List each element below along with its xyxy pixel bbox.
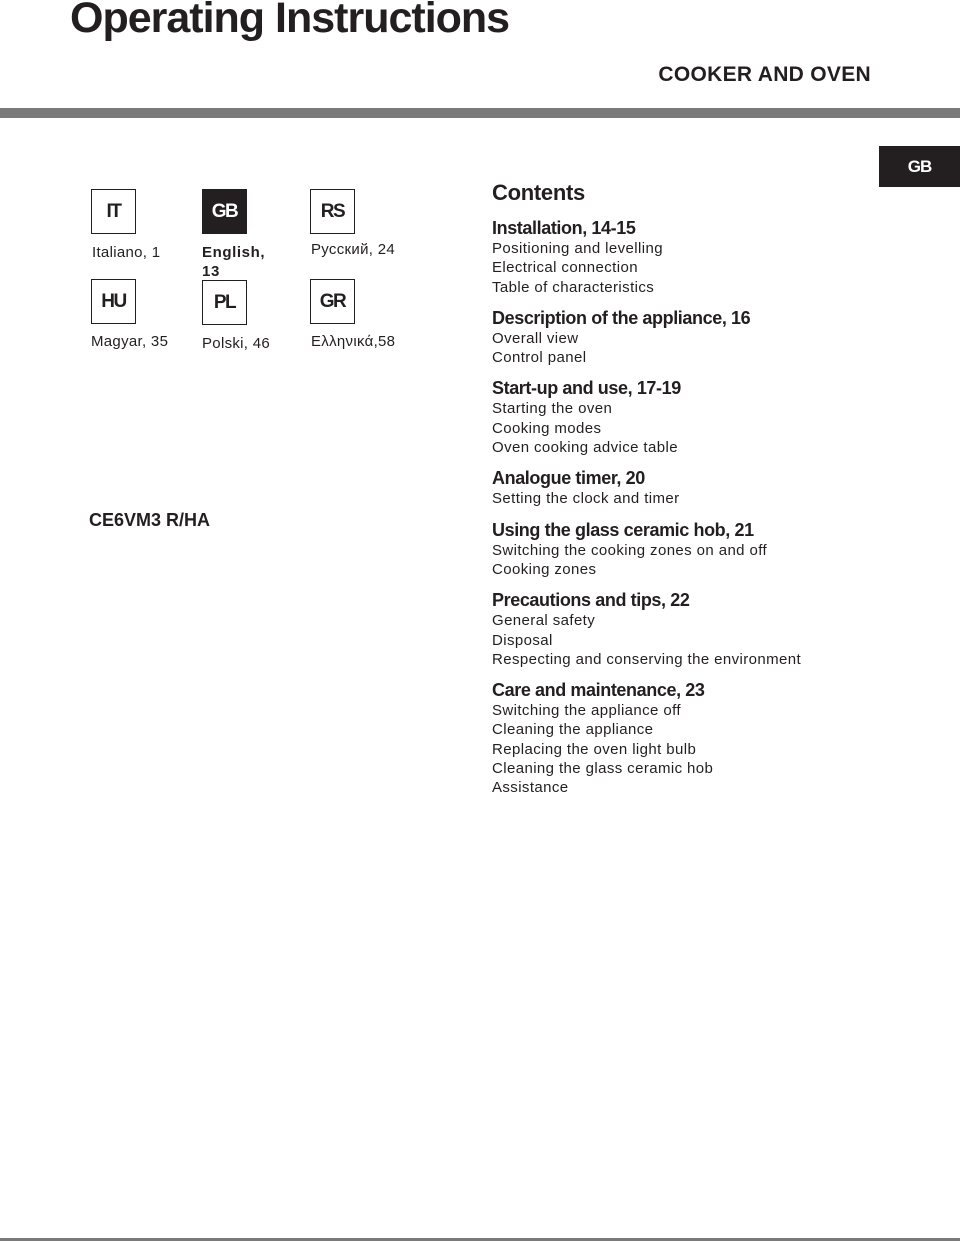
- toc-item: Control panel: [492, 349, 587, 367]
- toc-section-description: [492, 308, 882, 368]
- toc-section-precautions: [492, 590, 882, 669]
- lang-label-gr: Ελληνικά,58: [311, 333, 396, 350]
- page-subtitle: COOKER AND OVEN: [658, 63, 871, 86]
- lang-label-gb: English, 13: [202, 244, 266, 280]
- toc-heading: Installation, 14-15: [492, 218, 636, 238]
- toc-item: Replacing the oven light bulb: [492, 740, 697, 758]
- toc-item: Cooking zones: [492, 560, 597, 578]
- toc-heading: Start-up and use, 17-19: [492, 378, 681, 399]
- header-divider: [0, 108, 960, 118]
- lang-label-hu: Magyar, 35: [91, 333, 169, 350]
- toc-item: Respecting and conserving the environment: [492, 650, 802, 668]
- toc-item: Starting the oven: [492, 400, 613, 418]
- toc-item: Cleaning the appliance: [492, 721, 654, 739]
- model-number: CE6VM3 R/HA: [89, 510, 211, 530]
- lang-box-rs: RS: [310, 189, 355, 234]
- lang-label-pl: Polski, 46: [202, 335, 271, 352]
- toc-section-hob: [492, 520, 882, 580]
- toc-item: Switching the appliance off: [492, 702, 681, 720]
- toc-item: Electrical connection: [492, 259, 638, 277]
- toc-heading: Care and maintenance, 23: [492, 680, 705, 701]
- toc-item: Setting the clock and timer: [492, 490, 680, 508]
- toc-item: Switching the cooking zones on and off: [492, 541, 768, 559]
- toc-heading: Description of the appliance, 16: [492, 307, 751, 328]
- lang-label-rs: Русский, 24: [311, 241, 395, 258]
- lang-label-it: Italiano, 1: [92, 244, 161, 261]
- lang-box-gr: GR: [310, 279, 355, 324]
- toc-item: Assistance: [492, 779, 569, 797]
- page-title: Operating Instructions: [70, 0, 510, 42]
- toc-section-startup: [492, 378, 882, 457]
- toc-section-installation: [492, 218, 882, 297]
- toc-item: Cleaning the glass ceramic hob: [492, 760, 714, 778]
- toc-item: Overall view: [492, 329, 579, 347]
- toc-heading: Using the glass ceramic hob, 21: [492, 519, 754, 540]
- table-of-contents: [492, 178, 882, 809]
- toc-heading: Precautions and tips, 22: [492, 590, 690, 611]
- toc-section-timer: [492, 468, 882, 508]
- toc-item: Positioning and levelling: [492, 240, 663, 257]
- language-tab: GB: [879, 146, 960, 187]
- lang-box-it: IT: [91, 189, 136, 234]
- toc-item: Table of characteristics: [492, 278, 655, 296]
- contents-title: Contents: [492, 180, 585, 205]
- toc-heading: Analogue timer, 20: [492, 468, 645, 489]
- toc-item: General safety: [492, 612, 596, 630]
- lang-box-pl: PL: [202, 280, 247, 325]
- toc-item: Disposal: [492, 631, 553, 649]
- toc-item: Oven cooking advice table: [492, 439, 678, 457]
- toc-item: Cooking modes: [492, 419, 602, 437]
- lang-box-hu: HU: [91, 279, 136, 324]
- toc-section-care: [492, 680, 882, 797]
- lang-box-gb: GB: [202, 189, 247, 234]
